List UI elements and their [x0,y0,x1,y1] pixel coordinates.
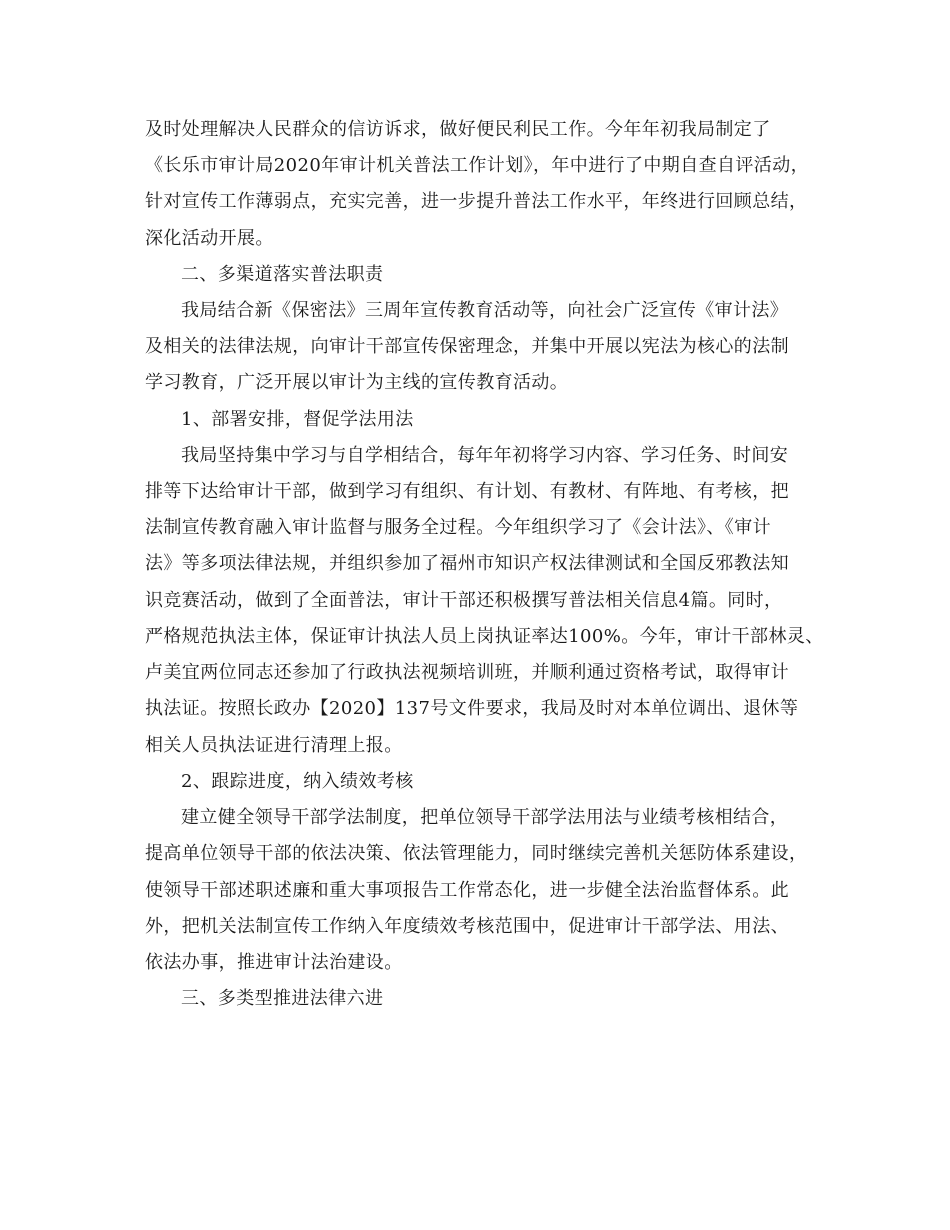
body-text-line: 学习教育，广泛开展以审计为主线的宣传教育活动。 [145,372,569,393]
body-text-line: 外，把机关法制宣传工作纳入年度绩效考核范围中，促进审计干部学法、用法、 [145,916,789,937]
section-heading: 三、多类型推进法律六进 [181,988,384,1009]
body-text-line: 执法证。按照长政办【2020】137号文件要求，我局及时对本单位调出、退休等 [145,698,799,719]
body-text-line: 卢美宜两位同志还参加了行政执法视频培训班，并顺利通过资格考试，取得审计 [145,662,789,683]
body-text-line: 排等下达给审计干部，做到学习有组织、有计划、有教材、有阵地、有考核，把 [145,481,789,502]
body-text-line: 我局结合新《保密法》三周年宣传教育活动等，向社会广泛宣传《审计法》 [181,300,789,321]
body-text-line: 《长乐市审计局2020年审计机关普法工作计划》，年中进行了中期自查自评活动， [145,155,810,176]
section-heading: 二、多渠道落实普法职责 [181,264,384,285]
body-text-line: 识竞赛活动，做到了全面普法，审计干部还积极撰写普法相关信息4篇。同时， [145,590,783,611]
body-text-line: 深化活动开展。 [145,228,274,249]
body-text-line: 及时处理解决人民群众的信访诉求，做好便民利民工作。今年年初我局制定了 [145,119,771,140]
body-text-line: 法制宣传教育融入审计监督与服务全过程。今年组织学习了《会计法》、《审计 [145,517,771,538]
body-text-line: 依法办事，推进审计法治建设。 [145,952,403,973]
body-text-line: 针对宣传工作薄弱点，充实完善，进一步提升普法工作水平，年终进行回顾总结， [145,191,808,212]
subsection-heading: 2、跟踪进度，纳入绩效考核 [181,771,414,792]
body-text-line: 相关人员执法证进行清理上报。 [145,735,403,756]
body-text-line: 及相关的法律法规，向审计干部宣传保密理念，并集中开展以宪法为核心的法制 [145,336,789,357]
body-text-line: 法》等多项法律法规，并组织参加了福州市知识产权法律测试和全国反邪教法知 [145,553,789,574]
subsection-heading: 1、部署安排，督促学法用法 [181,409,414,430]
body-text-line: 建立健全领导干部学法制度，把单位领导干部学法用法与业绩考核相结合， [181,807,789,828]
body-text-line: 我局坚持集中学习与自学相结合，每年年初将学习内容、学习任务、时间安 [181,445,789,466]
body-text-line: 使领导干部述职述廉和重大事项报告工作常态化，进一步健全法治监督体系。此 [145,880,789,901]
body-text-line: 严格规范执法主体，保证审计执法人员上岗执证率达100%。今年，审计干部林灵、 [145,626,824,647]
body-text-line: 提高单位领导干部的依法决策、依法管理能力，同时继续完善机关惩防体系建设， [145,843,808,864]
